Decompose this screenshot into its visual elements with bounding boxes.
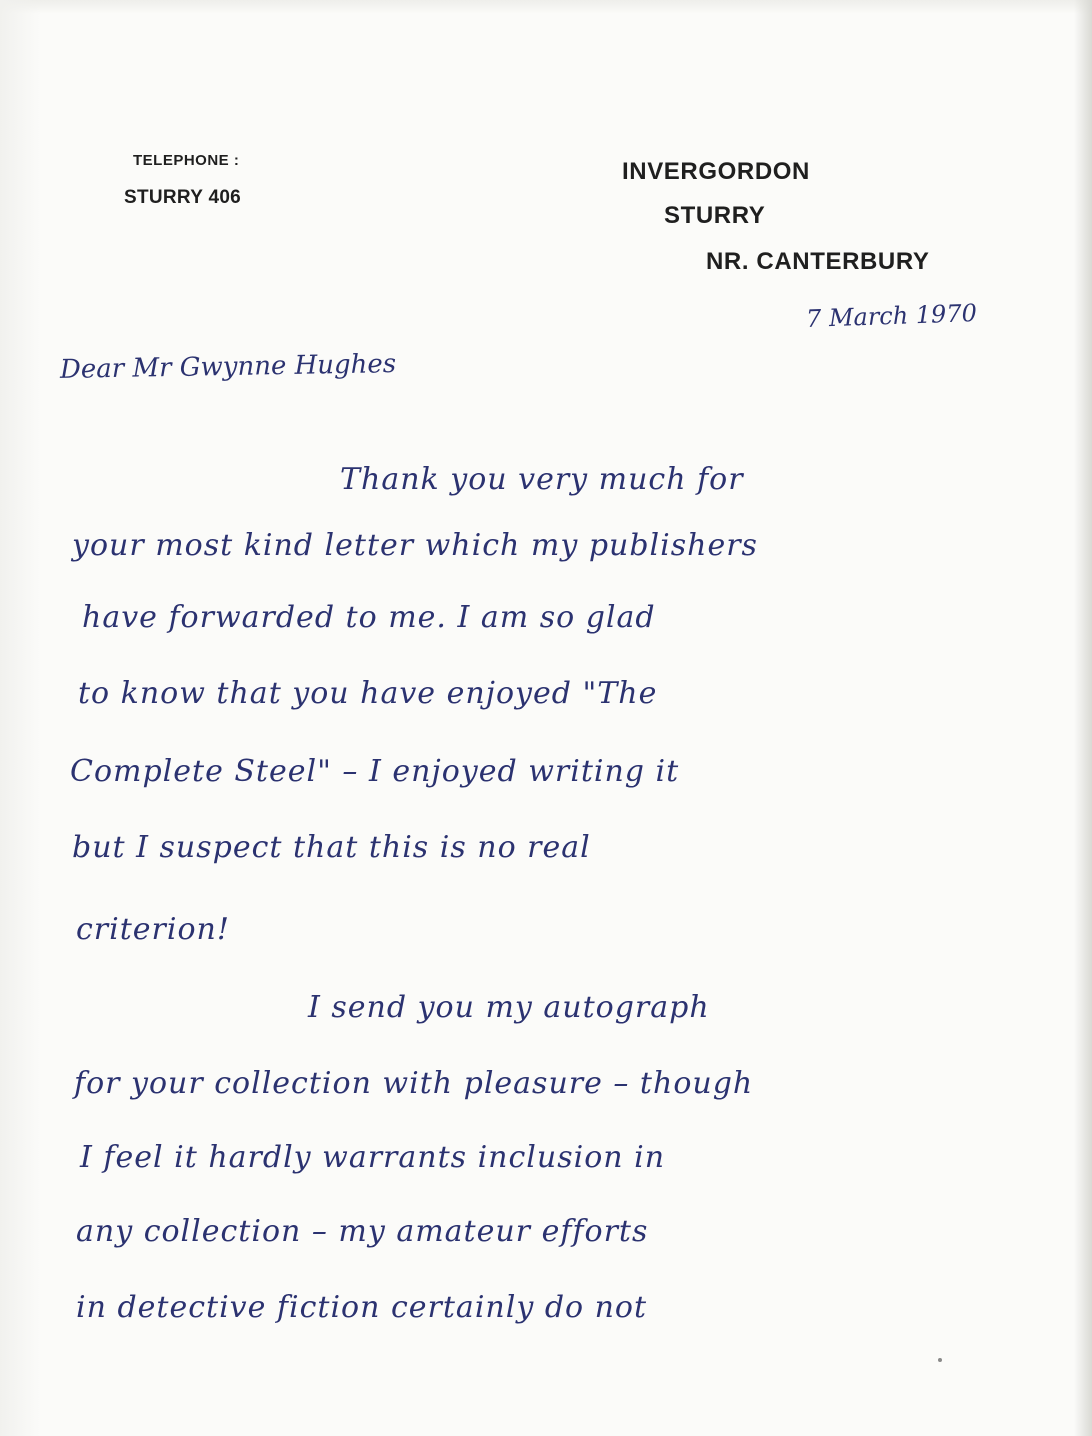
body-line: I send you my autograph (308, 990, 710, 1025)
body-line: criterion! (76, 912, 230, 947)
body-line: to know that you have enjoyed "The (78, 676, 658, 711)
salutation: Dear Mr Gwynne Hughes (59, 349, 397, 385)
body-line: Thank you very much for (340, 462, 744, 497)
body-line: but I suspect that this is no real (72, 830, 591, 865)
body-line: Complete Steel" – I enjoyed writing it (70, 754, 680, 789)
body-line: I feel it hardly warrants inclusion in (80, 1140, 666, 1175)
address-line-1: INVERGORDON (622, 158, 810, 185)
telephone-label: TELEPHONE : (133, 152, 240, 169)
address-line-3: NR. CANTERBURY (706, 248, 930, 275)
address-line-2: STURRY (664, 202, 766, 229)
body-line: in detective fiction certainly do not (76, 1290, 648, 1325)
letter-date: 7 March 1970 (805, 299, 978, 333)
body-line: have forwarded to me. I am so glad (82, 600, 656, 635)
paper-edge-right (1074, 0, 1092, 1436)
paper-edge-top (0, 0, 1092, 14)
paper-speck (938, 1358, 942, 1362)
telephone-number: STURRY 406 (124, 187, 242, 208)
paper-edge-left (0, 0, 40, 1436)
body-line: your most kind letter which my publishers (72, 528, 758, 563)
body-line: any collection – my amateur efforts (76, 1214, 649, 1249)
body-line: for your collection with pleasure – though (74, 1066, 754, 1101)
